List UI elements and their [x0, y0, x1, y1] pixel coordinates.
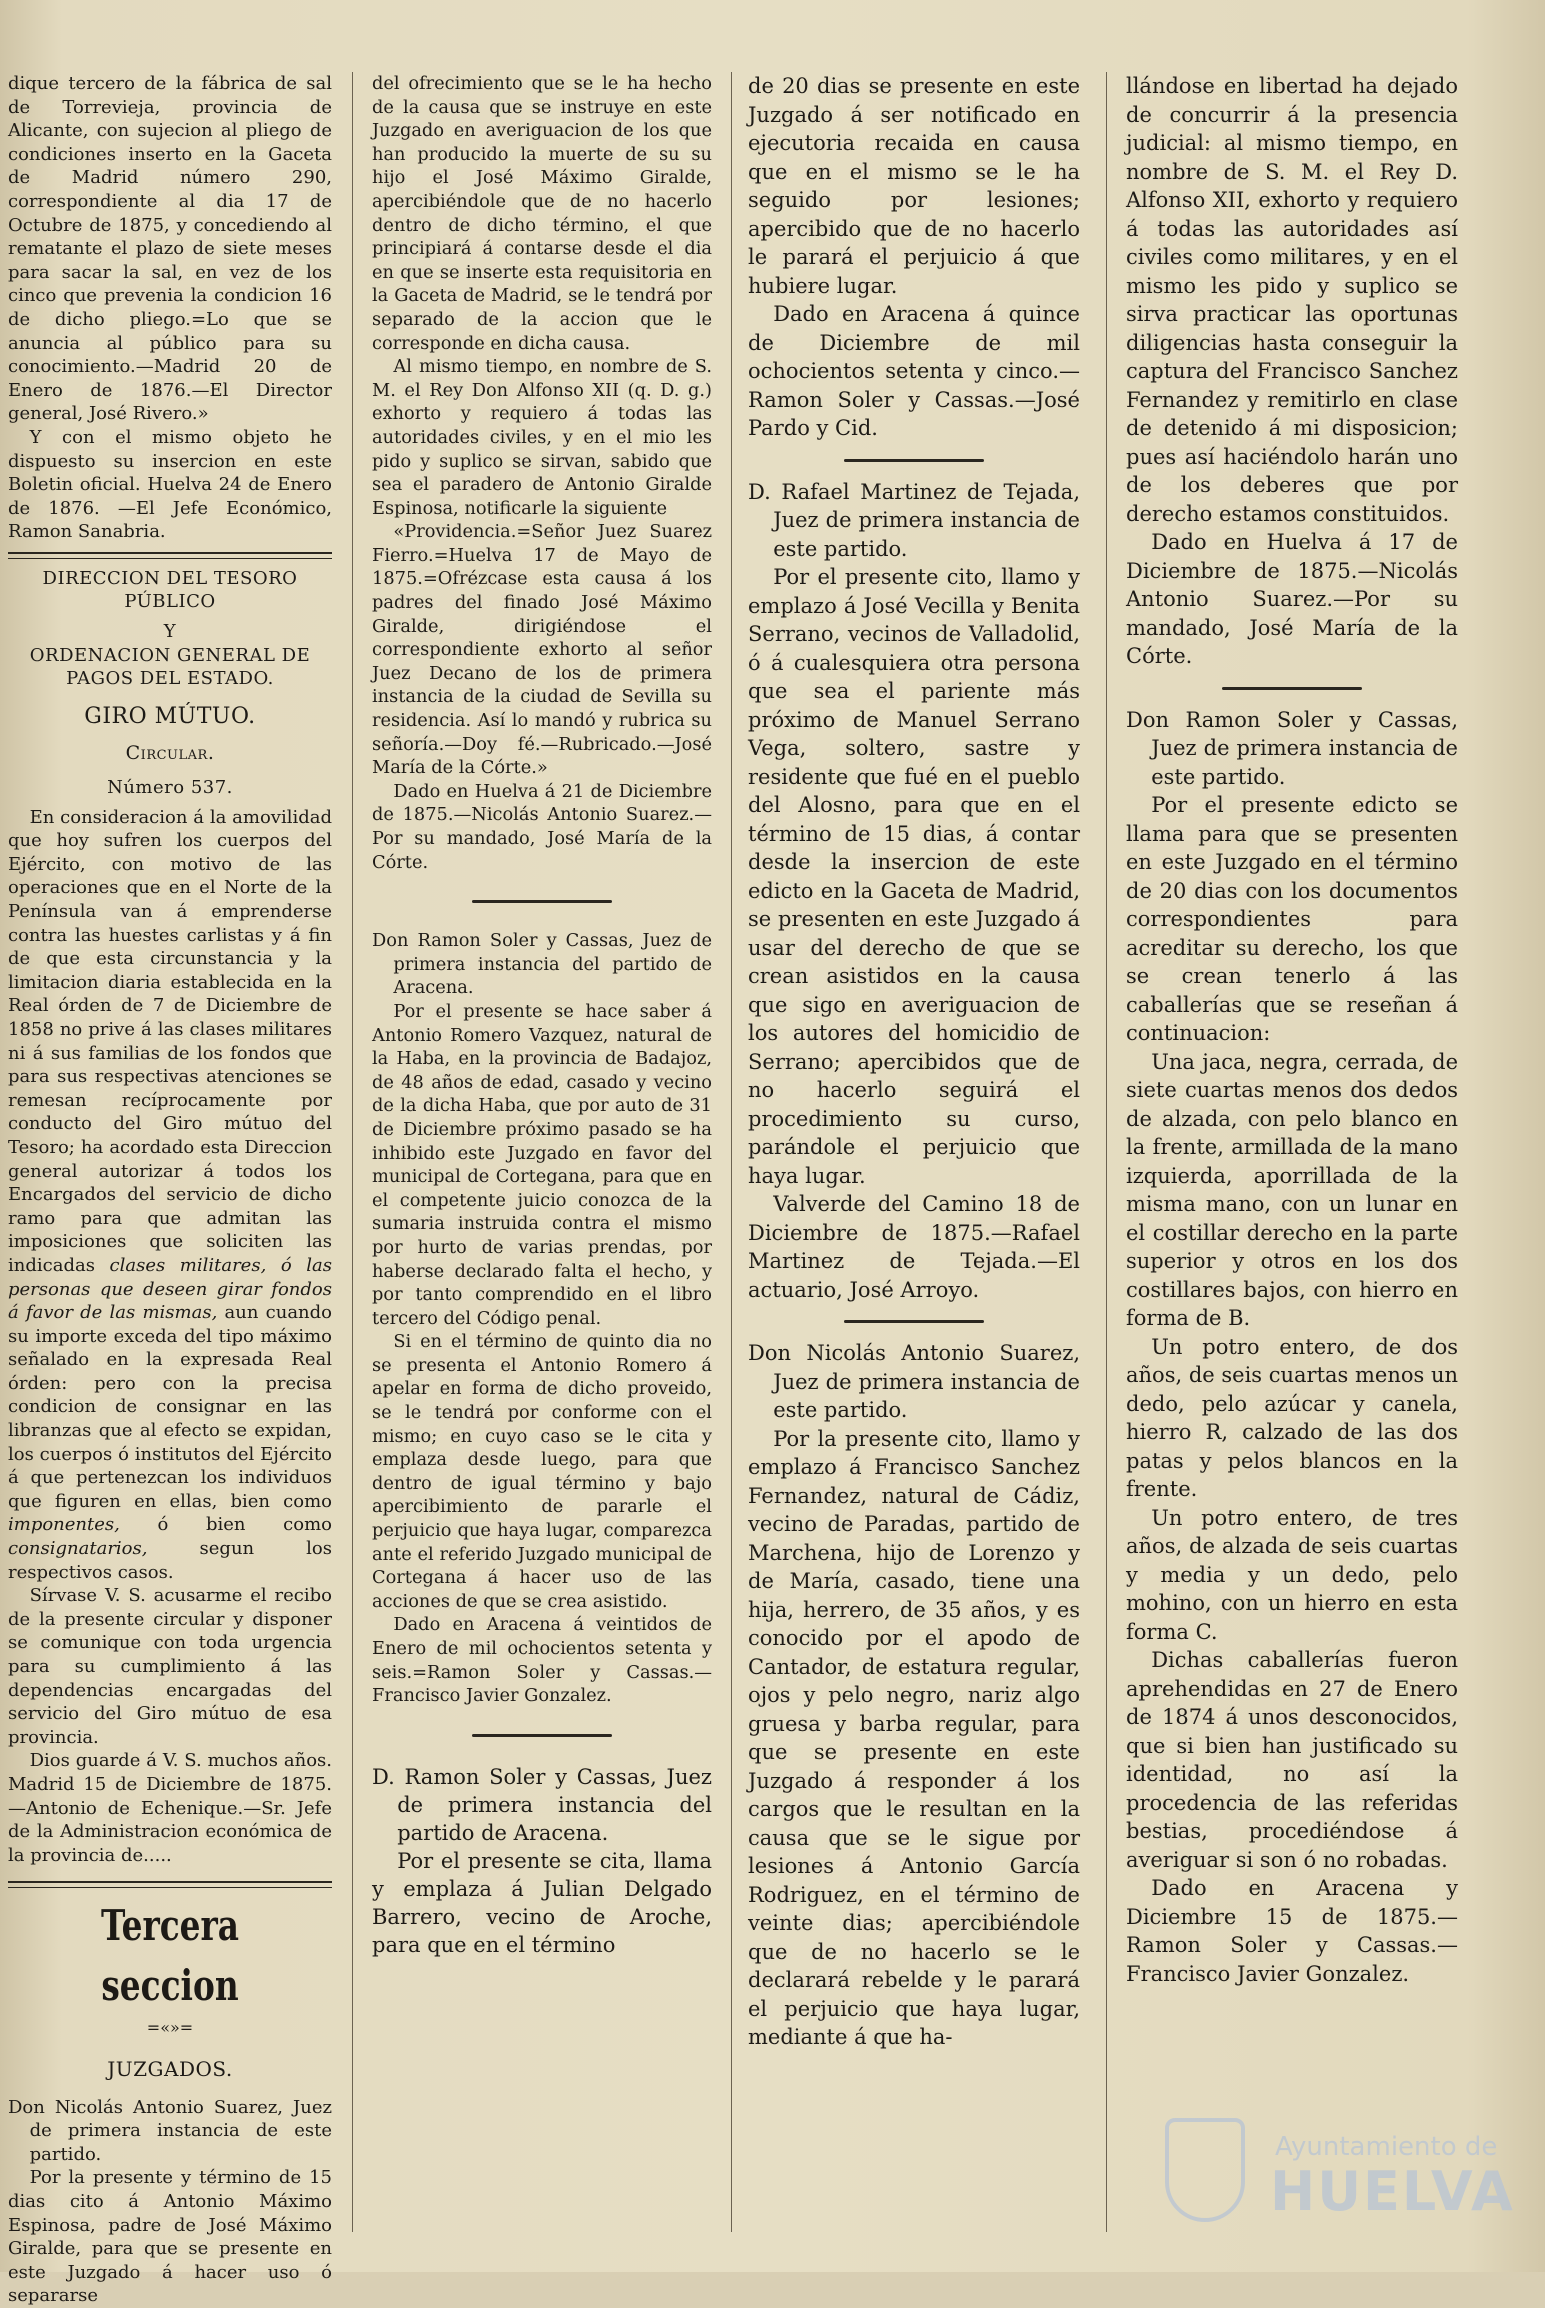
paragraph: llándose en libertad ha dejado de concurrir á la presencia judicial: al mismo tiempo, en nombre de S. M. el Rey D. Alfonso XII, exhorto y requiero á todas las autoridades así civiles como militares, y en el mismo les pido y suplico se sirva practicar las oportunas diligencias hasta conseguir la captura del Francisco Sanchez Fernandez y remitirlo en clase de detenido á mi disposicion; pues así haciéndolo harán uno de los deberes que por derecho estamos constituidos. [1126, 74, 1458, 526]
edict-heading: Don Ramon Soler y Cassas, Juez de primera instancia de este partido. [1126, 707, 1458, 789]
paragraph: Por la presente y término de 15 dias cito á Antonio Máximo Espinosa, padre de José Máximo Giralde, para que se presente en este Juzgado á hacer uso ó separarse [8, 2167, 332, 2307]
separator [1222, 687, 1362, 690]
paragraph: Dado en Aracena á veintidos de Enero de mil ochocientos setenta y seis.=Ramon Soler y Cassas.—Francisco Javier Gonzalez. [372, 1614, 712, 1707]
paragraph: Dado en Aracena y Diciembre 15 de 1875.—Ramon Soler y Cassas.—Francisco Javier Gonzalez. [1126, 1876, 1458, 1986]
paragraph: Si en el término de quinto dia no se presenta el Antonio Romero á apelar en forma de dicho proveido, se le tendrá por conforme con el mismo; en cuyo caso se le cita y emplaza desde luego, para que dentro de igual término y bajo apercibimiento de pararle el perjuicio que haya lugar, comparezca ante el referido Juzgado municipal de Cortegana á hacer uso de las acciones de que se crea asistido. [372, 1331, 712, 1612]
separator [844, 459, 984, 462]
paragraph: Don Nicolás Antonio Suarez, Juez de primera instancia de este partido. [8, 2096, 332, 2165]
column-rule [731, 72, 732, 2232]
paragraph: Sírvase V. S. acusarme el recibo de la presente circular y disponer se comunique con toda urgencia para su cumplimiento á las dependencias encargadas del servicio del Giro mútuo de esa provincia. [8, 1585, 332, 1748]
city-shield-icon [1165, 2118, 1245, 2222]
section-heading: ORDENACION GENERAL DE PAGOS DEL ESTADO. [29, 644, 311, 690]
column-4 [1126, 72, 1458, 2232]
column-1 [8, 72, 332, 2307]
column-3 [748, 72, 1080, 2232]
column-rule [1106, 72, 1107, 2232]
section-heading: Y [163, 621, 177, 643]
paragraph: Al mismo tiempo, en nombre de S. M. el Rey Don Alfonso XII (q. D. g.) exhorto y requiero á todas las autoridades civiles, y en el mio les pido y suplico se sirvan, sabido que sea el paradero de Antonio Giralde Espinosa, notificarle la siguiente [372, 356, 712, 519]
paragraph: Un potro entero, de tres años, de alzada de seis cuartas y media y un dedo, pelo mohino, con un hierro en esta forma C. [1126, 1505, 1458, 1644]
edict-heading: Don Ramon Soler y Cassas, Juez de primera instancia del partido de Aracena. [372, 930, 712, 999]
ornament: =«»= [146, 2018, 194, 2038]
column-rule [352, 72, 353, 2232]
paragraph: Por el presente se cita, llama y emplaza á Julian Delgado Barrero, vecino de Aroche, para que en el término [372, 1848, 712, 1957]
paragraph: Por el presente se hace saber á Antonio Romero Vazquez, natural de la Haba, en la provincia de Badajoz, de 48 años de edad, casado y vecino de la dicha Haba, que por auto de 31 de Diciembre próximo pasado se ha inhibido este Juzgado en favor del municipal de Cortegana, para que en el competente juicio conozca de la sumaria instruida contra el mismo por hurto de varias prendas, por haberse declarado falta el hecho, y por tanto comprendido en el libro tercero del Código penal. [372, 1000, 712, 1329]
section-heading: Número 537. [107, 777, 233, 799]
paragraph: Un potro entero, de dos años, de seis cuartas menos un dedo, pelo azúcar y canela, hierro R, calzado de las dos patas y pelos blancos en la frente. [1126, 1334, 1459, 1501]
paragraph: Dado en Huelva á 17 de Diciembre de 1875.—Nicolás Antonio Suarez.—Por su mandado, José María de la Córte. [1126, 530, 1458, 668]
section-title: Tercera seccion [100, 1901, 239, 2011]
paragraph: del ofrecimiento que se le ha hecho de la causa que se instruye en este Juzgado en averiguacion de los que han producido la muerte de su su hijo el José Máximo Giralde, apercibiéndole que de no hacerlo dentro de dicho término, el que principiará á contarse desde el dia en que se inserte esta requisitoria en la Gaceta de Madrid, se le tendrá por separado de la accion que le corresponde en dicha causa. [372, 73, 712, 354]
watermark-line-1: Ayuntamiento de [1275, 2132, 1498, 2162]
watermark-line-2: HUELVA [1270, 2160, 1515, 2223]
separator [844, 1320, 984, 1323]
column-2 [372, 72, 712, 2232]
paragraph: «Providencia.=Señor Juez Suarez Fierro.=Huelva 17 de Mayo de 1875.=Ofrézcase esta causa á los padres del finado José Máximo Giralde, dirigiéndose el correspondiente exhorto al señor Juez Decano de los de primera instancia de la ciudad de Sevilla su residencia. Así lo mandó y rubrica su señoría.—Doy fé.—Rubricado.—José María de la Córte.» [372, 521, 712, 779]
section-heading: GIRO MÚTUO. [84, 703, 256, 729]
section-heading: DIRECCION DEL TESORO PÚBLICO [42, 567, 298, 613]
double-rule [8, 1881, 332, 1888]
paragraph: Valverde del Camino 18 de Diciembre de 1875.—Rafael Martinez de Tejada.—El actuario, José Arroyo. [748, 1192, 1080, 1302]
paragraph: En consideracion á la amovilidad que hoy sufren los cuerpos del Ejército, con motivo de las operaciones que en el Norte de la Península van á emprenderse contra las huestes carlistas y á fin de que esta circunstancia y la limitacion diaria establecida en la Real órden de 7 de Diciembre de 1858 no prive á las clases militares ni á sus familias de los fondos que para sus respectivas atenciones se remesan recíprocamente por conducto del Giro mútuo del Tesoro; ha acordado esta Direccion general autorizar á todos los Encargados del servicio de dicho ramo para que admitan las imposiciones que soliciten las indicadas clases militares, ó las personas que deseen girar fondos á favor de las mismas, aun cuando su importe exceda del tipo máximo señalado en la expresada Real órden: pero con la precisa condicion de consignar en las libranzas que al efecto se expidan, los cuerpos ó institutos del Ejército á que pertenezcan los individuos que figuren en ellas, bien como imponentes, ó bien como consignatarios, segun los respectivos casos. [8, 806, 332, 1583]
section-heading: JUZGADOS. [107, 2056, 233, 2081]
paragraph: Y con el mismo objeto he dispuesto su insercion en este Boletin oficial. Huelva 24 de Enero de 1876. —El Jefe Económico, Ramon Sanabria. [8, 426, 332, 543]
edict-heading: Don Nicolás Antonio Suarez, Juez de primera instancia de este partido. [748, 1341, 1080, 1422]
paragraph: Una jaca, negra, cerrada, de siete cuartas menos dos dedos de alzada, con pelo blanco en la frente, armillada de la mano izquierda, aporrillada de la misma mano, con un lunar en el costillar derecho en la parte superior y otros en los dos costillares bajos, con hierro en forma de B. [1126, 1049, 1458, 1330]
double-rule [8, 552, 332, 559]
paragraph: Dado en Huelva á 21 de Diciembre de 1875.—Nicolás Antonio Suarez.—Por su mandado, José María de la Córte. [372, 780, 712, 873]
paragraph: de 20 dias se presente en este Juzgado á ser notificado en ejecutoria recaida en causa que en el mismo se le ha seguido por lesiones; apercibido que de no hacerlo le parará el perjuicio á que hubiere lugar. [748, 74, 1080, 298]
edict-heading: D. Rafael Martinez de Tejada, Juez de primera instancia de este partido. [748, 479, 1080, 561]
edict-heading: D. Ramon Soler y Cassas, Juez de primera instancia del partido de Aracena. [372, 1764, 712, 1845]
paragraph: Dado en Aracena á quince de Diciembre de mil ochocientos setenta y cinco.—Ramon Soler y Cassas.—José Pardo y Cid. [748, 302, 1080, 440]
paragraph: Dichas caballerías fueron aprehendidas en 27 de Enero de 1874 á unos desconocidos, que si bien han justificado su identidad, no así la procedencia de las referidas bestias, procediéndose á averiguar si son ó no robadas. [1126, 1648, 1458, 1872]
separator [472, 1734, 612, 1737]
paragraph: Por el presente cito, llamo y emplazo á José Vecilla y Benita Serrano, vecinos de Valladolid, ó á cualesquiera otra persona que sea el pariente más próximo de Manuel Serrano Vega, soltero, sastre y residente que fué en el pueblo del Alosno, para que en el término de 15 dias, á contar desde la insercion de este edicto en la Gaceta de Madrid, se presenten en este Juzgado á usar del derecho de que se crean asistidos en la causa que sigo en averiguacion de los autores del homicidio de Serrano; apercibidos que de no hacerlo seguirá el procedimiento su curso, parándole el perjuicio que haya lugar. [748, 565, 1080, 1188]
paragraph: Por la presente cito, llamo y emplazo á Francisco Sanchez Fernandez, natural de Cádiz, vecino de Paradas, partido de Marchena, hijo de Lorenzo y de María, casado, tiene una hija, herrero, de 35 años, y es conocido por el apodo de Cantador, de estatura regular, ojos y pelo negro, nariz algo gruesa y barba regular, para que se presente en este Juzgado á responder á los cargos que le resultan en la causa que se le sigue por lesiones á Antonio García Rodriguez, en el término de veinte dias; apercibiéndole que de no hacerlo se le declarará rebelde y le parará el perjuicio que haya lugar, mediante á que ha- [748, 1426, 1080, 2049]
paragraph: Por el presente edicto se llama para que se presenten en este Juzgado en el término de 20 dias con los documentos correspondientes para acreditar su derecho, los que se crean tenerlo á las caballerías que se reseñan á continuacion: [1126, 793, 1458, 1045]
paragraph: Dios guarde á V. S. muchos años. Madrid 15 de Diciembre de 1875.—Antonio de Echenique.—Sr. Jefe de la Administracion económica de la provincia de..... [8, 1750, 332, 1866]
watermark [1165, 2118, 1525, 2228]
separator [472, 900, 612, 903]
paragraph: dique tercero de la fábrica de sal de Torrevieja, provincia de Alicante, con sujecion al pliego de condiciones inserto en la Gaceta de Madrid número 290, correspondiente al dia 17 de Octubre de 1875, y concediendo al rematante el plazo de siete meses para sacar la sal, en vez de los cinco que prevenia la condicion 16 de dicho pliego.=Lo que se anuncia al público para su conocimiento.—Madrid 20 de Enero de 1876.—El Director general, José Rivero.» [8, 73, 332, 425]
section-heading: Circular. [125, 742, 215, 765]
